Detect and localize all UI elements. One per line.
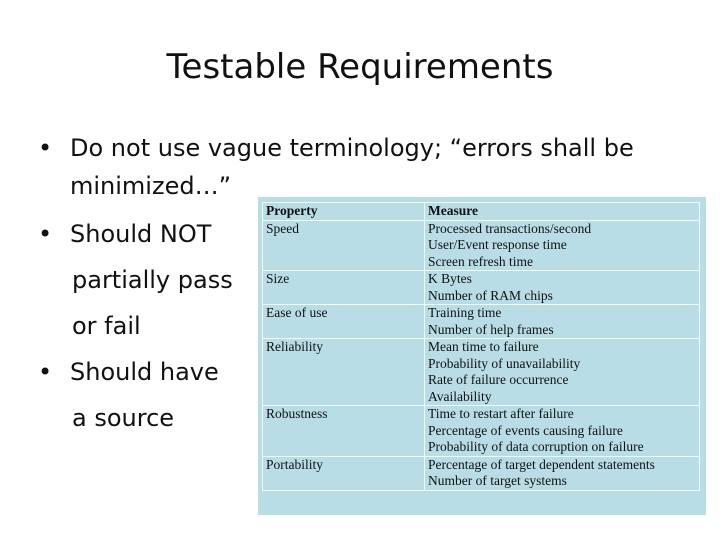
measure-item: Percentage of events causing failure [428, 422, 623, 438]
table-header-row [263, 203, 700, 221]
measure-item: K Bytes [428, 271, 472, 286]
property-cell: Size [263, 271, 425, 305]
requirements-table [262, 202, 700, 491]
measure-item: Screen refresh time [428, 253, 533, 269]
measure-cell [425, 271, 700, 305]
measure-item: Percentage of target dependent statements [428, 456, 655, 472]
bullet-2-line-3: or fail [72, 312, 141, 340]
measure-item: Processed transactions/second [428, 220, 592, 236]
measure-item: Availability [428, 388, 492, 404]
bullet-1-line-2: minimized…” [70, 172, 232, 200]
requirements-table-panel [258, 197, 706, 515]
property-cell: Reliability [263, 339, 425, 406]
property-cell: Portability [263, 456, 425, 490]
table-row [263, 271, 700, 305]
table-row [263, 339, 700, 406]
measure-cell [425, 305, 700, 339]
bullet-dot: • [38, 220, 53, 248]
property-cell: Ease of use [263, 305, 425, 339]
measure-cell [425, 406, 700, 457]
measure-item: Number of target systems [428, 473, 567, 488]
measure-item: Mean time to failure [428, 339, 539, 354]
table-row [263, 406, 700, 457]
measure-item: User/Event response time [428, 237, 567, 252]
header-measure: Measure [425, 203, 700, 221]
bullet-dot: • [38, 358, 53, 386]
measure-item: Time to restart after failure [428, 406, 574, 421]
measure-item: Training time [428, 305, 502, 320]
measure-item: Rate of failure occurrence [428, 372, 569, 387]
slide-title: Testable Requirements [166, 47, 554, 87]
measure-item: Probability of unavailability [428, 355, 581, 371]
bullet-3-line-1: • Should have [38, 358, 219, 386]
property-cell: Robustness [263, 406, 425, 457]
bullet-2-line-2: partially pass [72, 266, 233, 294]
measure-item: Probability of data corruption on failure [428, 439, 644, 454]
measure-cell [425, 339, 700, 406]
property-cell: Speed [263, 220, 425, 271]
header-property: Property [263, 203, 425, 221]
measure-cell [425, 456, 700, 490]
bullet-3-line-2: a source [72, 404, 175, 432]
measure-item: Number of RAM chips [428, 287, 553, 303]
bullet-1-line-1: • Do not use vague terminology; “errors shall be [38, 134, 634, 162]
table-row [263, 220, 700, 271]
bullet-2-line-1: • Should NOT [38, 220, 212, 248]
bullet-dot: • [38, 134, 53, 162]
measure-item: Number of help frames [428, 321, 554, 337]
measure-cell [425, 220, 700, 271]
table-row [263, 305, 700, 339]
table-row [263, 456, 700, 490]
